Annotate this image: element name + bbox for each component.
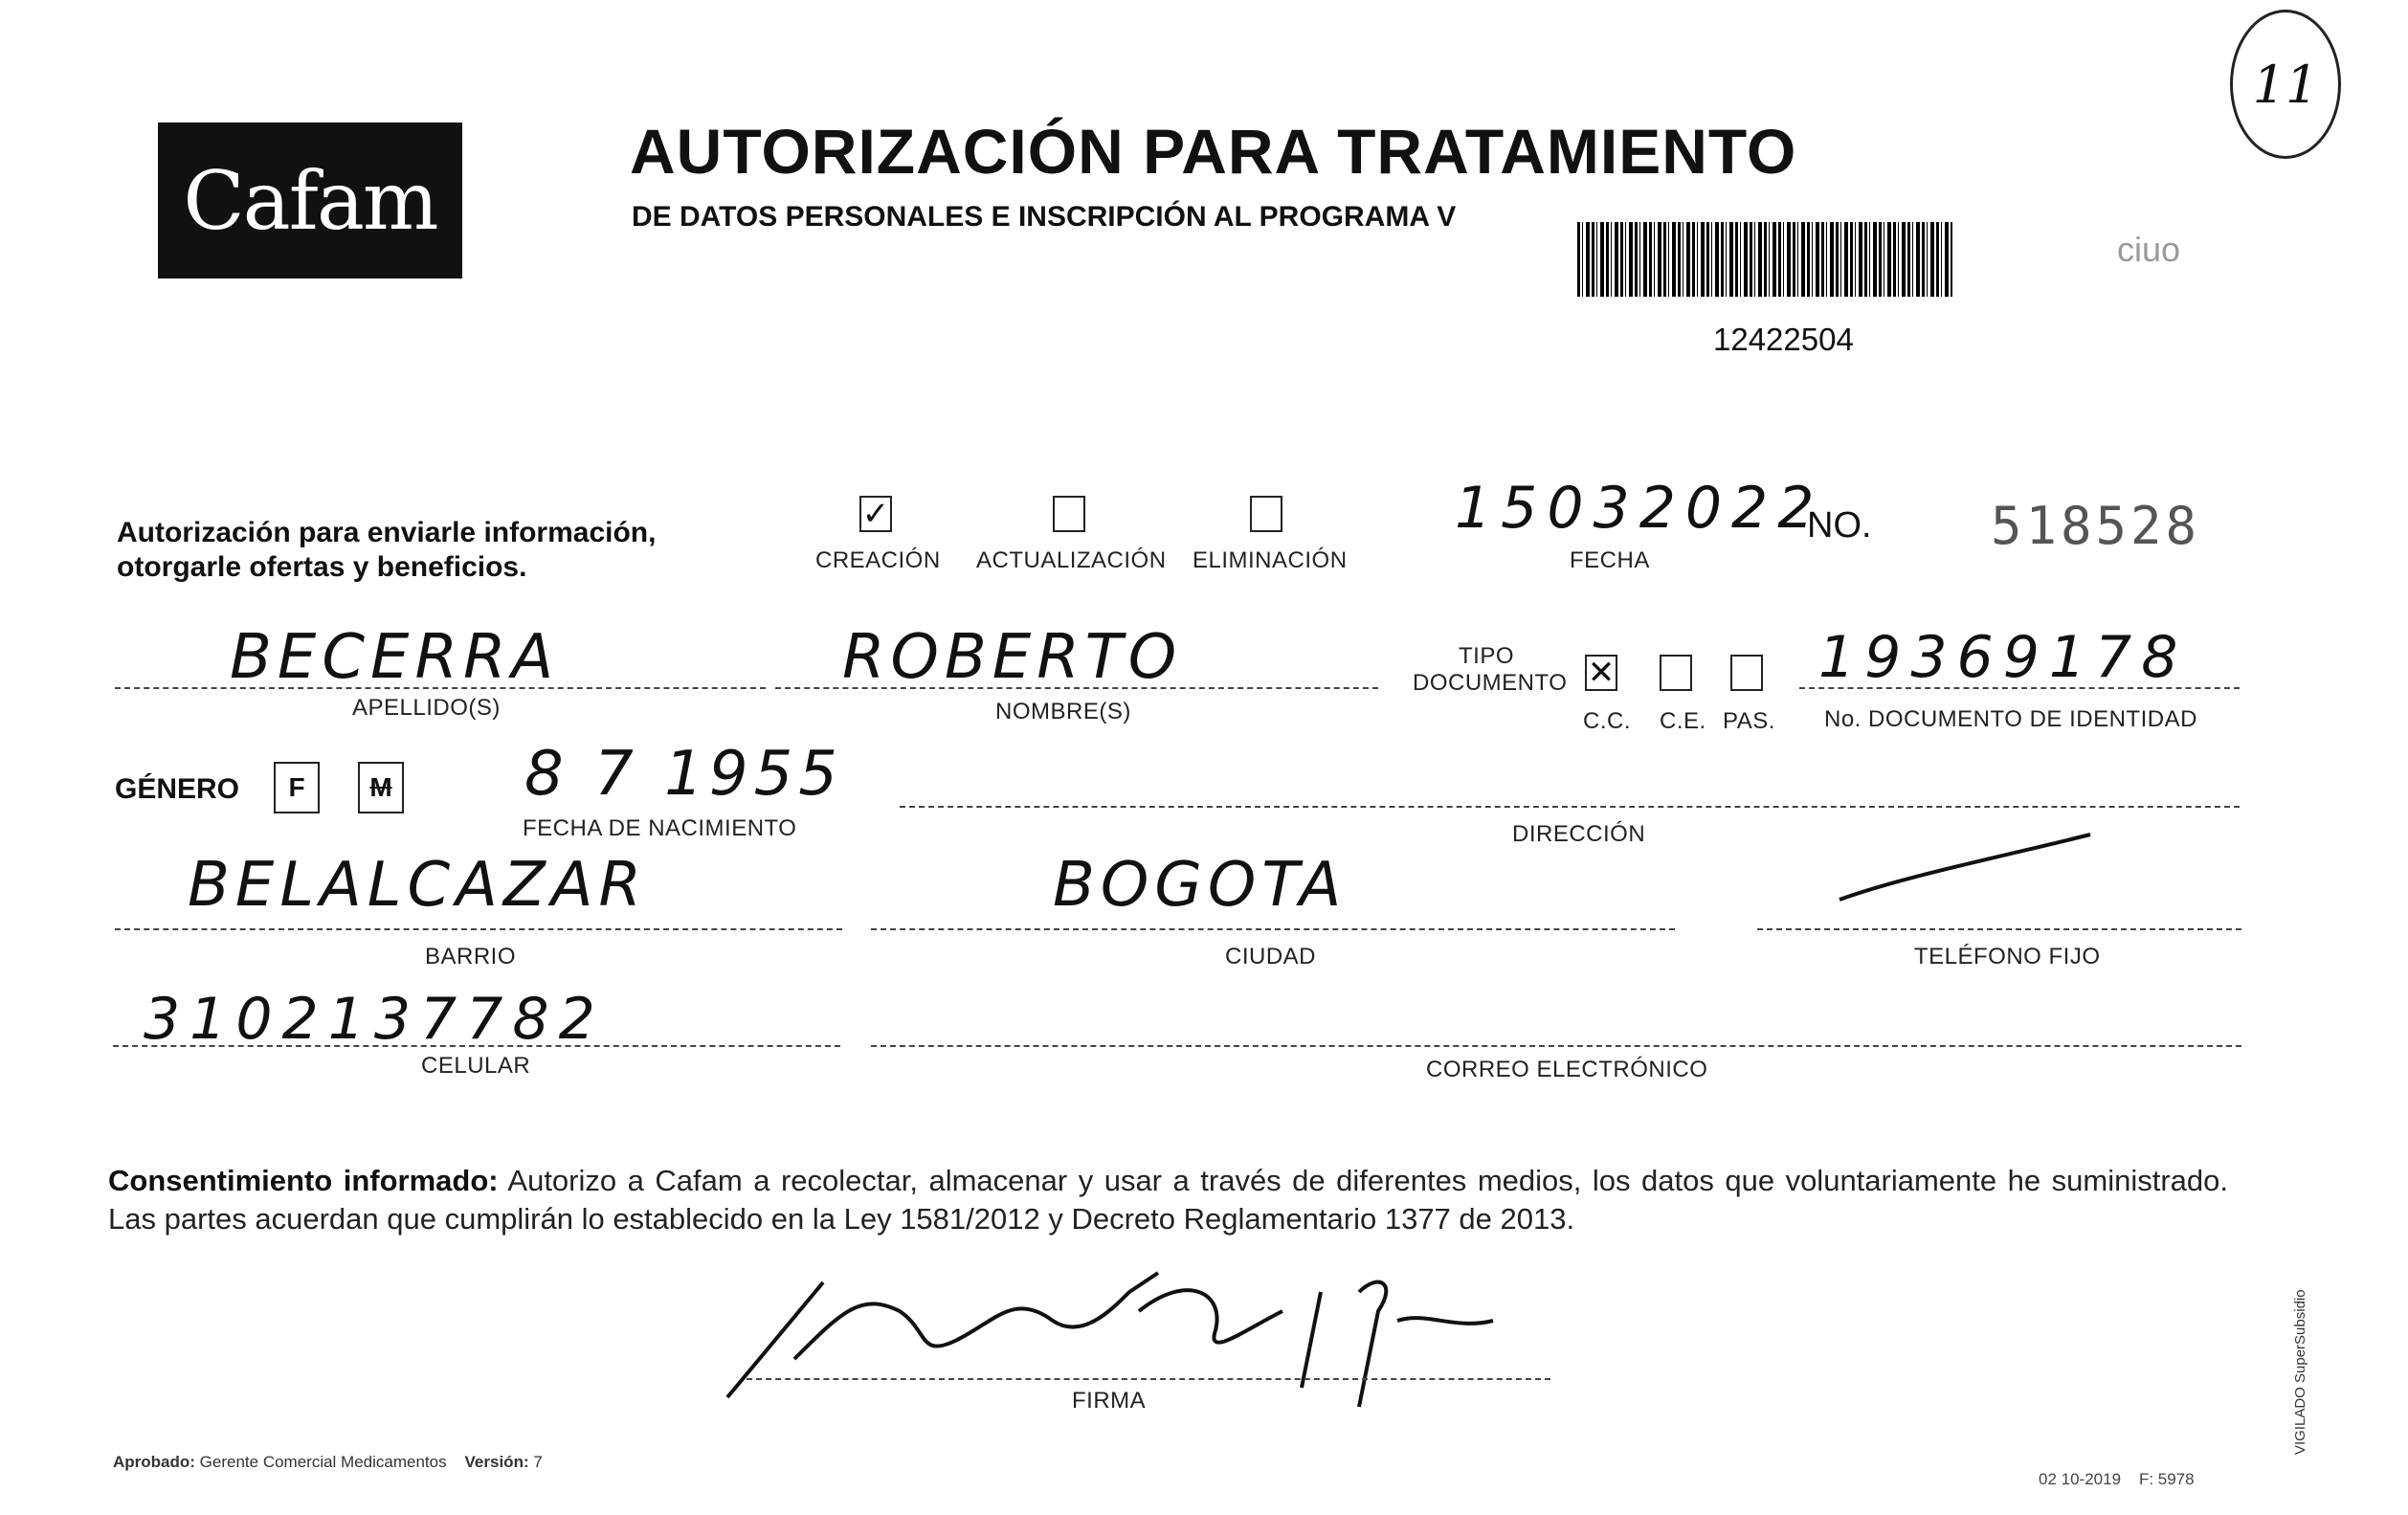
ciudad-value[interactable]: BOGOTA [1053,850,1348,921]
consent-paragraph [108,1162,2228,1238]
handwritten-stamp [2230,10,2341,159]
signature-label: FIRMA [1072,1388,1147,1414]
barrio-label: BARRIO [425,944,517,969]
celular-label: CELULAR [421,1053,531,1079]
doc-number-label: No. DOCUMENTO DE IDENTIDAD [1824,706,2197,732]
form-subtitle: DE DATOS PERSONALES E INSCRIPCIÓN AL PROGRAMA V [632,201,1457,233]
birth-date-value[interactable]: 8 7 1955 [524,739,843,810]
correo-label: CORREO ELECTRÓNICO [1426,1057,1708,1082]
gender-m-label: M [369,772,392,802]
barrio-line [115,928,842,930]
telefono-dash-stroke [1836,829,2094,905]
form-title: AUTORIZACIÓN PARA TRATAMIENTO [630,116,1797,187]
no-label: NO. [1807,505,1872,546]
nombre-label: NOMBRE(S) [995,699,1131,724]
aprobado-value: Gerente Comercial Medicamentos [199,1453,447,1471]
footer-form-code: F: 5978 [2138,1470,2195,1488]
actualizacion-checkbox[interactable] [1053,496,1085,532]
barcode-number: 12422504 [1713,322,1854,357]
consent-text: Autorizo a Cafam a recolectar, almacenar y usar a través de diferentes medios, los datos que voluntariamente he suministrado. Las partes acuerdan que cumplirán lo establecido en la Ley 1581/2012 y Decreto Reglamentario 1377 de 2013. [108,1164,2228,1236]
fecha-value[interactable]: 15032022 [1455,475,1824,542]
stamp-text: 11 [2252,54,2319,115]
gender-f-box[interactable] [274,762,320,813]
celular-line [113,1045,840,1047]
birth-date-label: FECHA DE NACIMIENTO [523,815,797,841]
genero-label: GÉNERO [115,773,240,805]
nombre-value[interactable]: ROBERTO [842,622,1183,693]
footer-date-code: 02 10-2019 [2039,1470,2122,1488]
fecha-label: FECHA [1570,547,1650,573]
form-number: 518528 [1991,496,2201,556]
ce-checkbox[interactable] [1660,655,1692,691]
signature-line [747,1378,1550,1380]
barcode [1577,222,1952,297]
actualizacion-label: ACTUALIZACIÓN [976,547,1167,573]
cafam-logo [158,123,462,278]
gender-m-box[interactable] [358,762,404,813]
doc-number-line [1799,687,2240,689]
apellido-label: APELLIDO(S) [352,695,501,721]
ciudad-label: CIUDAD [1225,944,1317,969]
ce-label: C.E. [1660,708,1706,734]
barrio-value[interactable]: BELALCAZAR [188,850,647,921]
vigilado-side-text: VIGILADO SuperSubsidio [2292,1289,2308,1455]
correo-line [871,1045,2241,1047]
pas-label: PAS. [1723,708,1775,734]
doc-number-value[interactable]: 19369178 [1818,624,2188,691]
apellido-value[interactable]: BECERRA [230,622,560,693]
consent-lead: Consentimiento informado: [108,1164,499,1197]
eliminacion-label: ELIMINACIÓN [1193,547,1348,573]
cc-checkbox[interactable]: ✕ [1585,655,1617,691]
aprobado-label: Aprobado: [113,1453,195,1471]
footer-codes [2039,1470,2195,1489]
nombre-line [775,687,1378,689]
eliminacion-checkbox[interactable] [1250,496,1282,532]
gender-f-label: F [288,772,305,802]
version-value: 7 [533,1453,543,1471]
version-label: Versión: [464,1453,529,1471]
address-label: DIRECCIÓN [1512,821,1646,847]
creacion-checkbox[interactable]: ✓ [859,496,892,532]
telefono-label: TELÉFONO FIJO [1914,944,2101,969]
address-line [900,806,2240,808]
faded-text: ciuo [2117,230,2181,269]
authorization-text-line2: otorgarle ofertas y beneficios. [117,551,527,583]
telefono-line [1757,928,2241,930]
creacion-label: CREACIÓN [815,547,941,573]
documento-label: DOCUMENTO [1413,670,1568,696]
celular-value[interactable]: 3102137782 [144,986,605,1053]
ciudad-line [871,928,1675,930]
authorization-text-line1: Autorización para enviarle información, [117,517,657,548]
cc-label: C.C. [1583,708,1631,734]
pas-checkbox[interactable] [1730,655,1763,691]
apellido-line [115,687,766,689]
footer-approval [113,1453,543,1472]
tipo-label: TIPO [1459,643,1515,669]
logo-text: Cafam [183,153,437,248]
